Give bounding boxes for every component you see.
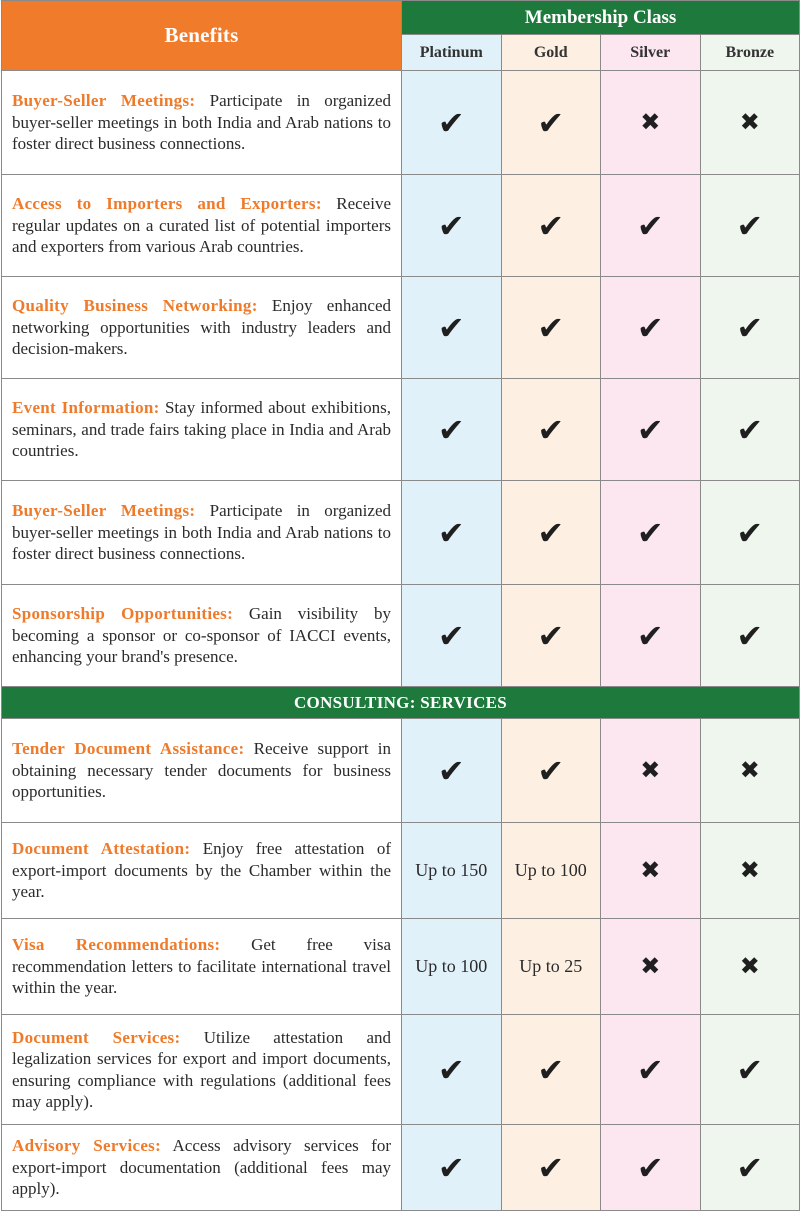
check-icon: ✔ xyxy=(437,103,465,142)
table-row xyxy=(2,719,800,823)
benefit-text: Enjoy enhanced networking opportunities with industry leaders and decision-makers. xyxy=(12,296,391,359)
tier-cell-bronze xyxy=(700,71,800,175)
cross-icon: ✖ xyxy=(739,856,760,884)
tier-cell-silver xyxy=(601,175,701,277)
check-icon: ✔ xyxy=(636,616,664,655)
tier-cell-bronze xyxy=(700,175,800,277)
benefit-title: Document Attestation: xyxy=(12,839,191,859)
benefit-description xyxy=(2,481,402,585)
tier-cell-bronze xyxy=(700,919,800,1015)
check-icon: ✔ xyxy=(736,513,764,552)
tier-cell-platinum xyxy=(402,1125,502,1211)
check-icon: ✔ xyxy=(736,206,764,245)
tier-cell-gold xyxy=(501,481,601,585)
table-row xyxy=(2,277,800,379)
benefit-title: Sponsorship Opportunities: xyxy=(12,604,234,624)
check-icon: ✔ xyxy=(636,1148,664,1187)
benefits-header: Benefits xyxy=(2,1,402,71)
check-icon: ✔ xyxy=(437,206,465,245)
cross-icon: ✖ xyxy=(640,108,661,136)
tier-cell-silver xyxy=(601,585,701,687)
table-row xyxy=(2,71,800,175)
tier-cell-silver xyxy=(601,379,701,481)
check-icon: ✔ xyxy=(636,513,664,552)
benefit-title: Buyer-Seller Meetings: xyxy=(12,91,196,111)
benefits-table xyxy=(1,0,800,1211)
table-row xyxy=(2,175,800,277)
tier-cell-silver xyxy=(601,1015,701,1125)
section-header-consulting: CONSULTING: SERVICES xyxy=(2,687,800,719)
quota-value: Up to 150 xyxy=(415,860,488,880)
tier-cell-platinum xyxy=(402,1015,502,1125)
table-row xyxy=(2,1015,800,1125)
table-row xyxy=(2,379,800,481)
check-icon: ✔ xyxy=(437,513,465,552)
tier-cell-gold xyxy=(501,1015,601,1125)
tier-cell-bronze xyxy=(700,823,800,919)
benefit-description xyxy=(2,1015,402,1125)
tier-cell-gold xyxy=(501,823,601,919)
check-icon: ✔ xyxy=(636,1050,664,1089)
tier-cell-platinum xyxy=(402,823,502,919)
tier-cell-platinum xyxy=(402,585,502,687)
benefit-text: Receive regular updates on a curated list of potential importers and exporters from various Arab countries. xyxy=(12,194,391,257)
check-icon: ✔ xyxy=(736,308,764,347)
check-icon: ✔ xyxy=(437,410,465,449)
benefit-title: Tender Document Assistance: xyxy=(12,739,245,759)
check-icon: ✔ xyxy=(636,308,664,347)
table-row xyxy=(2,823,800,919)
table-row xyxy=(2,1125,800,1211)
tier-cell-gold xyxy=(501,719,601,823)
check-icon: ✔ xyxy=(736,1050,764,1089)
check-icon: ✔ xyxy=(636,206,664,245)
check-icon: ✔ xyxy=(537,513,565,552)
cross-icon: ✖ xyxy=(640,856,661,884)
tier-cell-bronze xyxy=(700,379,800,481)
benefit-text: Participate in organized buyer-seller meetings in both India and Arab nations to foster direct business connections. xyxy=(12,91,391,154)
tier-cell-silver xyxy=(601,1125,701,1211)
check-icon: ✔ xyxy=(537,1148,565,1187)
benefits-body xyxy=(2,71,800,1211)
check-icon: ✔ xyxy=(537,103,565,142)
tier-cell-bronze xyxy=(700,719,800,823)
benefit-description xyxy=(2,585,402,687)
tier-cell-platinum xyxy=(402,277,502,379)
check-icon: ✔ xyxy=(537,206,565,245)
check-icon: ✔ xyxy=(437,1148,465,1187)
benefit-text: Stay informed about exhibitions, seminars, and trade fairs taking place in India and Arab countries. xyxy=(12,398,392,461)
check-icon: ✔ xyxy=(736,410,764,449)
tier-cell-silver xyxy=(601,823,701,919)
check-icon: ✔ xyxy=(437,1050,465,1089)
tier-cell-gold xyxy=(501,1125,601,1211)
tier-cell-gold xyxy=(501,277,601,379)
quota-value: Up to 100 xyxy=(415,956,488,976)
check-icon: ✔ xyxy=(537,616,565,655)
check-icon: ✔ xyxy=(537,751,565,790)
quota-value: Up to 100 xyxy=(514,860,587,880)
benefit-description xyxy=(2,823,402,919)
tier-cell-platinum xyxy=(402,481,502,585)
check-icon: ✔ xyxy=(736,616,764,655)
benefit-description xyxy=(2,379,402,481)
quota-value: Up to 25 xyxy=(519,956,583,976)
tier-header-gold: Gold xyxy=(501,35,601,71)
tier-cell-platinum xyxy=(402,71,502,175)
benefit-title: Visa Recommendations: xyxy=(12,935,221,955)
tier-cell-gold xyxy=(501,175,601,277)
check-icon: ✔ xyxy=(537,1050,565,1089)
tier-cell-platinum xyxy=(402,919,502,1015)
check-icon: ✔ xyxy=(636,410,664,449)
benefit-text: Gain visibility by becoming a sponsor or co-sponsor of IACCI events, enhancing your brand's presence. xyxy=(12,604,391,667)
benefit-title: Quality Business Networking: xyxy=(12,296,258,316)
table-row xyxy=(2,585,800,687)
benefit-text: Utilize attestation and legalization services for export and import documents, ensuring compliance with regulations (additional fees may apply). xyxy=(12,1027,391,1111)
benefit-description xyxy=(2,175,402,277)
tier-cell-silver xyxy=(601,719,701,823)
benefit-title: Document Services: xyxy=(12,1027,181,1047)
tier-cell-silver xyxy=(601,277,701,379)
tier-header-silver: Silver xyxy=(601,35,701,71)
benefit-description xyxy=(2,1125,402,1211)
cross-icon: ✖ xyxy=(640,756,661,784)
tier-cell-silver xyxy=(601,919,701,1015)
tier-cell-silver xyxy=(601,481,701,585)
tier-cell-platinum xyxy=(402,719,502,823)
section-row xyxy=(2,687,800,719)
tier-cell-gold xyxy=(501,379,601,481)
benefit-text: Access advisory services for export-import documentation (additional fees may apply). xyxy=(12,1136,392,1199)
tier-cell-gold xyxy=(501,71,601,175)
check-icon: ✔ xyxy=(736,1148,764,1187)
tier-header-platinum: Platinum xyxy=(402,35,502,71)
tier-cell-gold xyxy=(501,585,601,687)
tier-cell-gold xyxy=(501,919,601,1015)
cross-icon: ✖ xyxy=(739,108,760,136)
benefit-description xyxy=(2,919,402,1015)
tier-cell-bronze xyxy=(700,277,800,379)
tier-cell-silver xyxy=(601,71,701,175)
check-icon: ✔ xyxy=(437,616,465,655)
table-row xyxy=(2,919,800,1015)
tier-header-bronze: Bronze xyxy=(700,35,800,71)
cross-icon: ✖ xyxy=(739,756,760,784)
cross-icon: ✖ xyxy=(739,952,760,980)
benefit-text: Receive support in obtaining necessary tender documents for business opportunities. xyxy=(12,739,391,802)
tier-cell-platinum xyxy=(402,175,502,277)
cross-icon: ✖ xyxy=(640,952,661,980)
tier-cell-bronze xyxy=(700,481,800,585)
benefit-title: Event Information: xyxy=(12,398,160,418)
check-icon: ✔ xyxy=(437,751,465,790)
benefit-text: Participate in organized buyer-seller meetings in both India and Arab nations to foster direct business connections. xyxy=(12,501,391,564)
tier-cell-bronze xyxy=(700,585,800,687)
tier-cell-platinum xyxy=(402,379,502,481)
table-row xyxy=(2,481,800,585)
check-icon: ✔ xyxy=(537,410,565,449)
benefit-description xyxy=(2,277,402,379)
benefit-text: Enjoy free attestation of export-import documents by the Chamber within the year. xyxy=(12,839,391,902)
benefit-title: Advisory Services: xyxy=(12,1136,162,1156)
benefit-title: Buyer-Seller Meetings: xyxy=(12,501,196,521)
tier-cell-bronze xyxy=(700,1015,800,1125)
benefit-title: Access to Importers and Exporters: xyxy=(12,194,322,214)
tier-cell-bronze xyxy=(700,1125,800,1211)
check-icon: ✔ xyxy=(537,308,565,347)
benefit-description xyxy=(2,71,402,175)
membership-class-header: Membership Class xyxy=(402,1,800,35)
check-icon: ✔ xyxy=(437,308,465,347)
benefit-text: Get free visa recommendation letters to facilitate international travel within the year. xyxy=(12,935,392,998)
benefit-description xyxy=(2,719,402,823)
